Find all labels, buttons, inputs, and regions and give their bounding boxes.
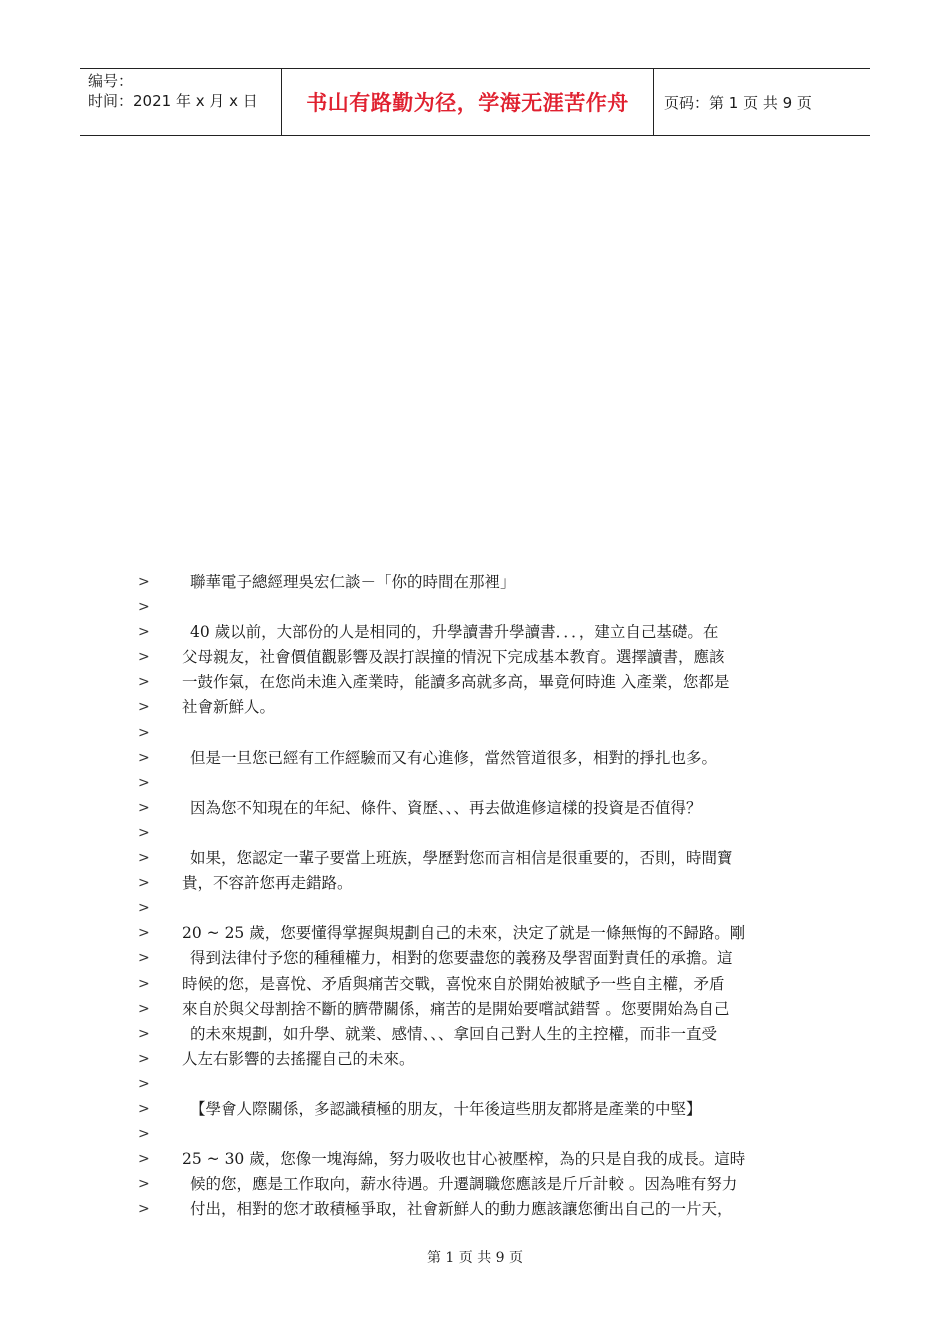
line-marker-icon: > — [138, 749, 150, 766]
line-marker-icon: > — [138, 900, 150, 917]
line-marker-icon: > — [138, 574, 150, 590]
text-line — [138, 973, 798, 998]
text-line — [138, 998, 798, 1023]
line-marker-icon: > — [138, 925, 150, 942]
line-marker-icon: > — [138, 1176, 150, 1193]
line-text: 因為您不知現在的年紀、條件、資歷、、、再去做進修這樣的投資是否值得？ — [190, 798, 702, 817]
line-marker-icon: > — [138, 599, 150, 616]
line-marker-icon: > — [138, 1100, 150, 1117]
text-line — [138, 1048, 798, 1073]
line-text: 貴，不容許您再走錯路。 — [182, 874, 353, 893]
line-marker-icon: > — [138, 875, 150, 892]
line-text: 來自於與父母割捨不斷的臍帶關係，痛苦的是開始要嚐試錯誓 。您要開始為自己 — [182, 999, 730, 1018]
text-line — [138, 847, 798, 872]
text-line — [138, 1023, 798, 1048]
line-marker-icon: > — [138, 850, 150, 867]
text-line — [138, 747, 798, 772]
text-line — [138, 1123, 798, 1148]
line-marker-icon: > — [138, 824, 150, 841]
motto-text: 书山有路勤为径，学海无涯苦作舟 — [306, 91, 629, 115]
line-text: 人左右影響的去搖擺自己的未來。 — [182, 1049, 415, 1068]
text-line — [138, 1173, 798, 1198]
text-line — [138, 872, 798, 897]
line-marker-icon: > — [138, 649, 150, 666]
line-text: 25 ~ 30 歲，您像一塊海綿，努力吸收也甘心被壓榨，為的只是自我的成長。這時 — [182, 1150, 746, 1169]
line-text: 40 歲以前，大部份的人是相同的，升學讀書升學讀書．．．，建立自己基礎。在 — [190, 623, 719, 642]
line-marker-icon: > — [138, 975, 150, 992]
text-line — [138, 897, 798, 922]
line-marker-icon: > — [138, 799, 150, 816]
line-marker-icon: > — [138, 724, 150, 741]
line-marker-icon: > — [138, 950, 150, 967]
line-marker-icon: > — [138, 699, 150, 716]
line-text: 的未來規劃，如升學、就業、感情、、、拿回自己對人生的主控權，而非一直受 — [190, 1024, 718, 1043]
date-label: 时间：2021 年 x 月 x 日 — [88, 92, 258, 110]
text-line — [138, 1148, 798, 1173]
text-line — [138, 571, 798, 596]
text-line — [138, 922, 798, 947]
line-text: 社會新鮮人。 — [182, 698, 276, 717]
header-meta-cell — [80, 69, 282, 135]
line-marker-icon: > — [138, 1126, 150, 1143]
text-line — [138, 621, 798, 646]
header-table — [80, 68, 870, 136]
number-label: 编号： — [88, 72, 134, 90]
text-line — [138, 772, 798, 797]
motto-cell — [282, 69, 654, 135]
line-marker-icon: > — [138, 674, 150, 691]
line-marker-icon: > — [138, 624, 150, 641]
text-line — [138, 947, 798, 972]
text-line — [138, 822, 798, 847]
text-line — [138, 797, 798, 822]
line-text: 【學會人際關係，多認識積極的朋友，十年後這些朋友都將是產業的中堅】 — [190, 1099, 702, 1118]
text-line — [138, 646, 798, 671]
line-text: 候的您，應是工作取向，薪水待遇。升遷調職您應該是斤斤計較 。因為唯有努力 — [190, 1175, 738, 1194]
text-line — [138, 1098, 798, 1123]
line-text: 20 ~ 25 歲，您要懂得掌握與規劃自己的未來，決定了就是一條無悔的不歸路。剛 — [182, 924, 746, 943]
page-label: 页码：第 1 页 共 9 页 — [664, 93, 812, 112]
line-marker-icon: > — [138, 1151, 150, 1168]
line-text: 聯華電子總經理吳宏仁談－「你的時間在那裡」 — [190, 573, 516, 591]
line-marker-icon: > — [138, 774, 150, 791]
line-marker-icon: > — [138, 1050, 150, 1067]
text-line — [138, 696, 798, 721]
line-marker-icon: > — [138, 1201, 150, 1218]
line-text: 得到法律付予您的種種權力，相對的您要盡您的義務及學習面對責任的承擔。這 — [190, 949, 733, 968]
text-line — [138, 1073, 798, 1098]
page-number-cell — [654, 69, 870, 135]
line-marker-icon: > — [138, 1025, 150, 1042]
document-body — [138, 571, 798, 1223]
line-marker-icon: > — [138, 1075, 150, 1092]
line-text: 父母親友，社會價值觀影響及誤打誤撞的情況下完成基本教育。選擇讀書，應該 — [182, 648, 725, 667]
text-line — [138, 1198, 798, 1223]
text-line — [138, 596, 798, 621]
text-line — [138, 722, 798, 747]
page-footer: 第 1 页 共 9 页 — [426, 1250, 524, 1266]
text-line — [138, 671, 798, 696]
line-text: 付出，相對的您才敢積極爭取，社會新鮮人的動力應該讓您衝出自己的一片天， — [190, 1200, 733, 1219]
line-text: 一鼓作氣，在您尚未進入產業時，能讀多高就多高，畢竟何時進 入產業，您都是 — [182, 673, 730, 692]
line-text: 如果，您認定一輩子要當上班族，學歷對您而言相信是很重要的，否則，時間寶 — [190, 849, 733, 868]
line-text: 時候的您，是喜悅、矛盾與痛苦交戰，喜悅來自於開始被賦予一些自主權，矛盾 — [182, 974, 725, 993]
line-marker-icon: > — [138, 1000, 150, 1017]
line-text: 但是一旦您已經有工作經驗而又有心進修，當然管道很多，相對的掙扎也多。 — [190, 748, 718, 767]
